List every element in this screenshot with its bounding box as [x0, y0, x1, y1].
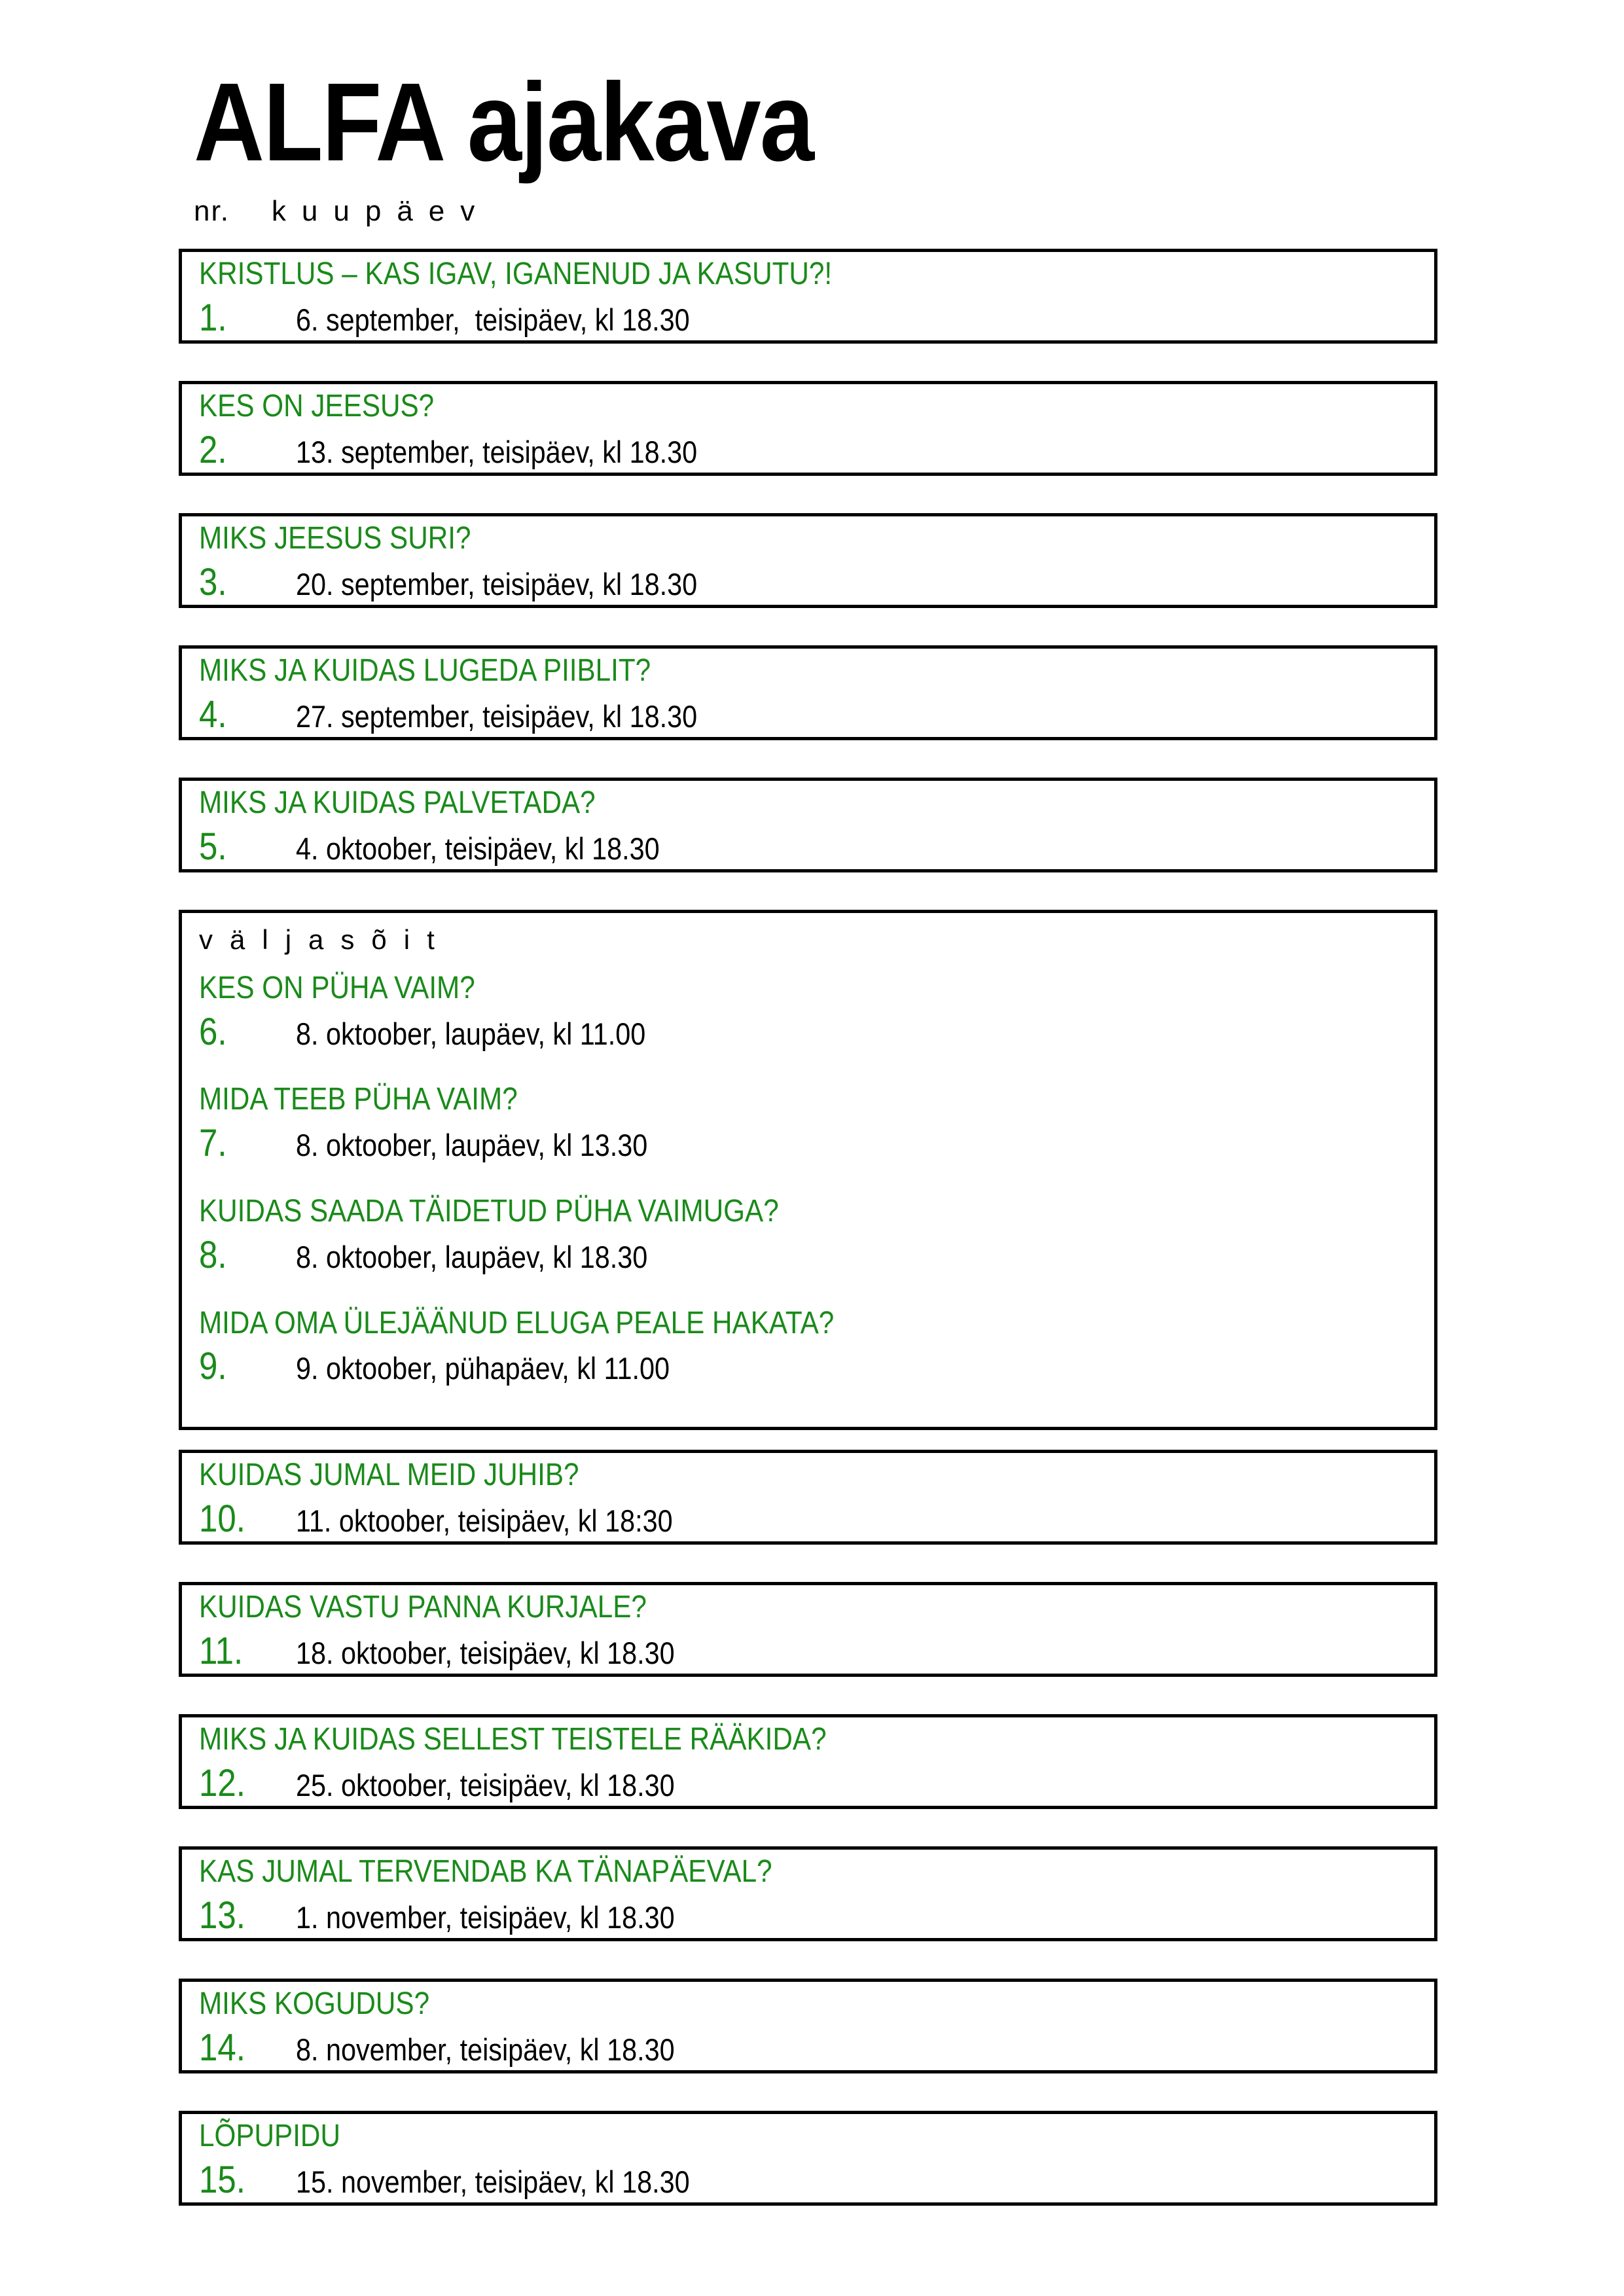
lesson-number: 10. [199, 1498, 245, 1541]
lesson-row [199, 429, 1421, 471]
lesson-date: 6. september, teisipäev, kl 18.30 [296, 302, 690, 338]
lesson-title: MIKS JA KUIDAS PALVETADA? [199, 785, 596, 821]
lesson-title: MIKS JA KUIDAS LUGEDA PIIBLIT? [199, 653, 651, 689]
lesson-title: KRISTLUS – KAS IGAV, IGANENUD JA KASUTU?! [199, 257, 833, 292]
lesson-number: 9. [199, 1345, 227, 1388]
lesson-box [179, 645, 1437, 740]
lesson-title: KUIDAS VASTU PANNA KURJALE? [199, 1590, 647, 1625]
lesson-entry [199, 1723, 1421, 1804]
lesson-row [199, 1498, 1421, 1540]
lesson-row [199, 826, 1421, 868]
lesson-entry [199, 786, 1421, 868]
page-content [179, 0, 1437, 2243]
lesson-date: 9. oktoober, pühapäev, kl 11.00 [296, 1351, 670, 1386]
lesson-row [199, 2027, 1421, 2069]
outing-box [179, 910, 1437, 1430]
lesson-date: 8. oktoober, laupäev, kl 18.30 [296, 1239, 648, 1274]
lesson-entry [199, 389, 1421, 471]
lesson-row [199, 2159, 1421, 2201]
lesson-entry [199, 1458, 1421, 1540]
lesson-entry [199, 1083, 1421, 1164]
lesson-box [179, 2111, 1437, 2206]
lesson-number: 2. [199, 429, 227, 472]
lesson-number: 6. [199, 1010, 227, 1053]
lesson-box [179, 513, 1437, 608]
lesson-number: 5. [199, 825, 227, 869]
column-header [194, 195, 1437, 228]
lesson-row [199, 297, 1421, 339]
lesson-entry [199, 1855, 1421, 1937]
lesson-date: 11. oktoober, teisipäev, kl 18:30 [296, 1503, 673, 1539]
lesson-row [199, 694, 1421, 736]
lesson-row [199, 1763, 1421, 1804]
lesson-entry [199, 971, 1421, 1053]
lesson-title: MIKS KOGUDUS? [199, 1986, 430, 2022]
lesson-date: 8. oktoober, laupäev, kl 13.30 [296, 1128, 648, 1163]
nr-column-label: nr. [194, 195, 230, 228]
lesson-box [179, 1714, 1437, 1809]
lesson-title: LÕPUPIDU [199, 2119, 340, 2154]
lesson-title: KES ON JEESUS? [199, 389, 435, 424]
lesson-box [179, 778, 1437, 872]
lesson-title: KES ON PÜHA VAIM? [199, 970, 475, 1005]
lesson-row [199, 1122, 1421, 1164]
lesson-entry [199, 1987, 1421, 2069]
lesson-number: 7. [199, 1122, 227, 1165]
lesson-date: 8. november, teisipäev, kl 18.30 [296, 2032, 675, 2068]
lesson-box [179, 1582, 1437, 1677]
lesson-title: KAS JUMAL TERVENDAB KA TÄNAPÄEVAL? [199, 1854, 772, 1890]
lesson-date: 15. november, teisipäev, kl 18.30 [296, 2164, 690, 2200]
lesson-title: KUIDAS JUMAL MEID JUHIB? [199, 1458, 579, 1493]
lesson-entry [199, 1306, 1421, 1388]
lesson-entry [199, 522, 1421, 603]
lesson-number: 3. [199, 561, 227, 604]
lesson-box [179, 1979, 1437, 2073]
lesson-number: 15. [199, 2159, 245, 2202]
lesson-date: 1. november, teisipäev, kl 18.30 [296, 1900, 675, 1935]
lesson-box [179, 1846, 1437, 1941]
lesson-box [179, 1450, 1437, 1545]
lesson-box [179, 249, 1437, 344]
document-title: ALFA ajakava [194, 60, 814, 185]
lesson-number: 11. [199, 1630, 244, 1673]
lesson-number: 13. [199, 1894, 245, 1937]
lesson-row [199, 1630, 1421, 1672]
lesson-entry [199, 654, 1421, 736]
lesson-entry [199, 2119, 1421, 2201]
lesson-row [199, 1011, 1421, 1053]
lesson-number: 14. [199, 2026, 245, 2070]
lesson-date: 25. oktoober, teisipäev, kl 18.30 [296, 1768, 675, 1803]
lesson-title: KUIDAS SAADA TÄIDETUD PÜHA VAIMUGA? [199, 1193, 779, 1229]
lesson-number: 8. [199, 1233, 227, 1276]
lesson-entry [199, 257, 1421, 339]
lesson-row [199, 562, 1421, 603]
lesson-number: 4. [199, 693, 227, 736]
lesson-number: 12. [199, 1762, 245, 1805]
lesson-box [179, 381, 1437, 476]
lesson-date: 4. oktoober, teisipäev, kl 18.30 [296, 831, 660, 867]
lesson-date: 27. september, teisipäev, kl 18.30 [296, 699, 698, 734]
lesson-row [199, 1346, 1421, 1388]
lesson-date: 20. september, teisipäev, kl 18.30 [296, 567, 698, 602]
lesson-row [199, 1234, 1421, 1276]
lesson-title: MIDA OMA ÜLEJÄÄNUD ELUGA PEALE HAKATA? [199, 1305, 835, 1340]
lesson-entry [199, 1590, 1421, 1672]
lesson-date: 8. oktoober, laupäev, kl 11.00 [296, 1016, 646, 1051]
lesson-row [199, 1895, 1421, 1937]
lesson-title: MIKS JEESUS SURI? [199, 521, 471, 556]
lesson-date: 13. september, teisipäev, kl 18.30 [296, 435, 698, 470]
outing-label: väljasõit [199, 924, 452, 956]
date-column-label: kuupäev [271, 195, 491, 228]
lesson-number: 1. [199, 296, 227, 340]
lesson-entry [199, 1194, 1421, 1276]
lesson-date: 18. oktoober, teisipäev, kl 18.30 [296, 1636, 675, 1671]
lesson-title: MIDA TEEB PÜHA VAIM? [199, 1082, 518, 1117]
lesson-title: MIKS JA KUIDAS SELLEST TEISTELE RÄÄKIDA? [199, 1722, 827, 1757]
